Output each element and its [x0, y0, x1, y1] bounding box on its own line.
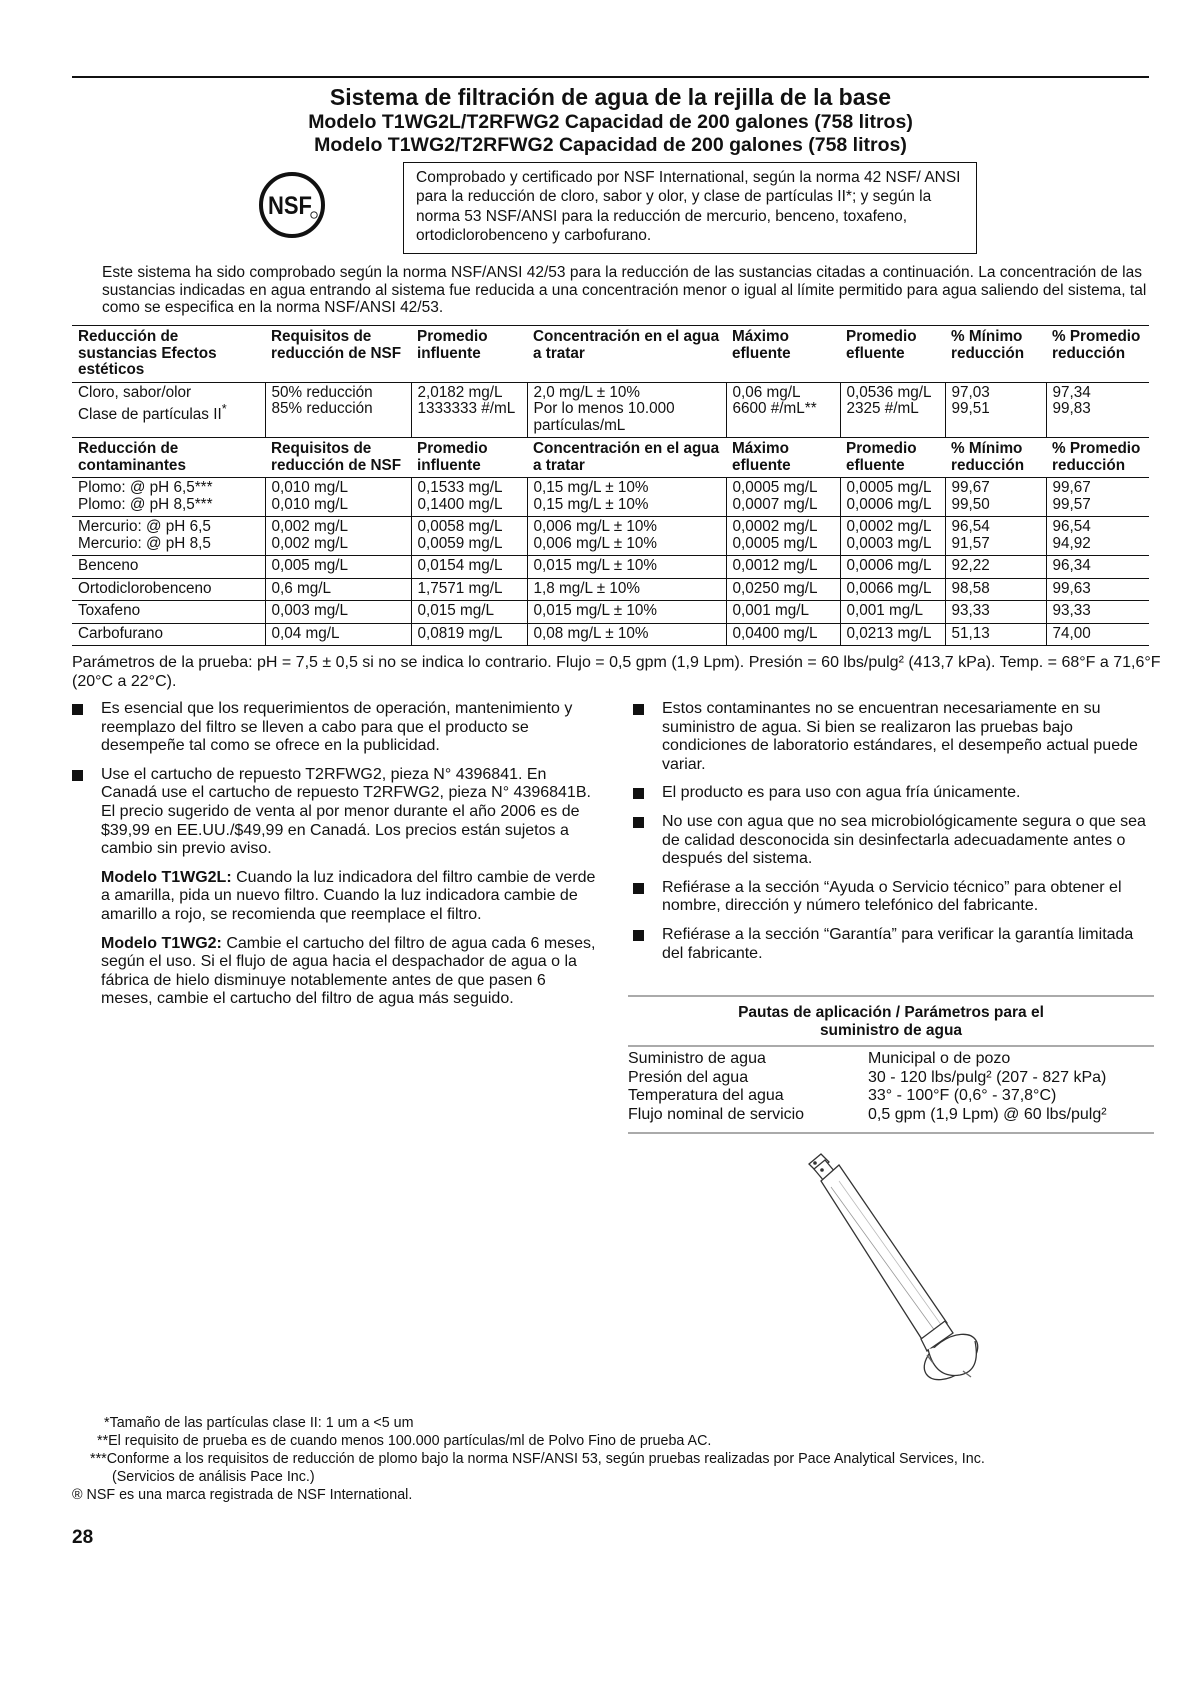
- pautas-value: 33° - 100°F (0,6° - 37,8°C): [868, 1087, 1057, 1105]
- header-cell: Máximo efluente: [726, 438, 840, 478]
- certification-box: [403, 162, 977, 254]
- list-item: Refiérase a la sección “Ayuda o Servicio técnico” para obtener el nombre, dirección y número telefónico del fabricante.: [633, 879, 1159, 916]
- table-cell: 0,1533 mg/L 0,1400 mg/L: [411, 478, 527, 517]
- table-cell: 92,22: [945, 556, 1046, 579]
- table-cell: Ortodiclorobenceno: [72, 578, 265, 601]
- table-cell: 96,54 94,92: [1046, 517, 1149, 556]
- model-line-2: Modelo T1WG2/T2RFWG2 Capacidad de 200 galones (758 litros): [314, 134, 907, 156]
- table-cell: 0,015 mg/L ± 10%: [527, 556, 726, 579]
- table-cell: Benceno: [72, 556, 265, 579]
- footnote: ® NSF es una marca registrada de NSF International.: [72, 1487, 413, 1503]
- table-row: [628, 1050, 1154, 1069]
- table-cell: 93,33: [945, 601, 1046, 624]
- list-item: Estos contaminantes no se encuentran necesariamente en su suministro de agua. Si bien se realizaron las pruebas bajo condiciones de laboratorio estándares, el desempeño actual puede variar.: [633, 700, 1159, 774]
- table-cell: 0,001 mg/L: [840, 601, 945, 624]
- table-cell: 0,0005 mg/L 0,0006 mg/L: [840, 478, 945, 517]
- top-rule: [72, 76, 1149, 78]
- header-cell: Concentración en el agua a tratar: [527, 326, 726, 383]
- pautas-label: Flujo nominal de servicio: [628, 1105, 805, 1123]
- list-item: Use el cartucho de repuesto T2RFWG2, pieza N° 4396841. En Canadá use el cartucho de repuesto T2RFWG2, pieza N° 4396841B. El precio sugerido de venta al por menor durante el año 2006 es de $39,99 en EE.UU./$49,99 en Canadá. Los precios están sujetos a cambio sin previo aviso.: [72, 766, 600, 859]
- table-cell: 0,005 mg/L: [265, 556, 411, 579]
- pautas-value: 0,5 gpm (1,9 Lpm) @ 60 lbs/pulg²: [868, 1105, 1107, 1123]
- bullet-square-icon: [72, 770, 83, 781]
- table-header-row: [72, 438, 1149, 478]
- table-cell: 97,34 99,83: [1046, 382, 1149, 438]
- table-cell: 98,58: [945, 578, 1046, 601]
- table-cell: 96,34: [1046, 556, 1149, 579]
- table-cell: 0,015 mg/L ± 10%: [527, 601, 726, 624]
- pautas-label: Presión del agua: [628, 1068, 749, 1086]
- table-cell: 0,0066 mg/L: [840, 578, 945, 601]
- header-cell: Requisitos de reducción de NSF: [265, 326, 411, 383]
- table-cell: 0,04 mg/L: [265, 623, 411, 646]
- header-cell: % Mínimo reducción: [945, 438, 1046, 478]
- bullet-square-icon: [633, 930, 644, 941]
- table-cell: 99,63: [1046, 578, 1149, 601]
- table-cell: 1,7571 mg/L: [411, 578, 527, 601]
- table-cell: 0,0819 mg/L: [411, 623, 527, 646]
- table-cell: 2,0182 mg/L 1333333 #/mL: [411, 382, 527, 438]
- table-cell: 97,03 99,51: [945, 382, 1046, 438]
- table-row: [72, 578, 1149, 601]
- table-row: [72, 382, 1149, 438]
- header-cell: % Promedio reducción: [1046, 326, 1149, 383]
- table-cell: Carbofurano: [72, 623, 265, 646]
- left-bullet-list: [72, 700, 600, 1019]
- table-row: [628, 1087, 1154, 1106]
- nsf-logo-icon: [258, 171, 326, 239]
- table-row: [72, 623, 1149, 646]
- bullet-square-icon: [633, 788, 644, 799]
- table-cell: 0,010 mg/L 0,010 mg/L: [265, 478, 411, 517]
- model-t1wg2l-paragraph: Modelo T1WG2L: Cuando la luz indicadora del filtro cambie de verde a amarilla, pida un nuevo filtro. Cuando la luz indicadora cambie de amarillo a rojo, se recomienda que reemplace el filtro.: [101, 868, 596, 923]
- table-cell: 0,001 mg/L: [726, 601, 840, 624]
- footnotes: [72, 1414, 1162, 1504]
- list-item: Es esencial que los requerimientos de operación, mantenimiento y reemplazo del filtro se lleven a cabo para que el producto se desempeñe tal como se ofrece en la publicidad.: [72, 700, 600, 756]
- table-cell: 0,015 mg/L: [411, 601, 527, 624]
- header-cell: Concentración en el agua a tratar: [527, 438, 726, 478]
- table-cell: 0,0213 mg/L: [840, 623, 945, 646]
- table-cell: 96,54 91,57: [945, 517, 1046, 556]
- header-cell: Promedio efluente: [840, 326, 945, 383]
- bullet-square-icon: [633, 817, 644, 828]
- reduction-table: [72, 325, 1149, 646]
- list-item: No use con agua que no sea microbiológicamente segura o que sea de calidad desconocida sin desinfectarla adecuadamente antes o después del sistema.: [633, 813, 1159, 869]
- table-cell: 50% reducción 85% reducción: [265, 382, 411, 438]
- filter-cartridge-illustration: [795, 1143, 995, 1403]
- model-line-1: Modelo T1WG2L/T2RFWG2 Capacidad de 200 galones (758 litros): [308, 111, 913, 133]
- table-row: [628, 1069, 1154, 1088]
- table-cell: 99,67 99,50: [945, 478, 1046, 517]
- table-row: [628, 1106, 1154, 1125]
- nsf-logo-text: NSF: [268, 192, 312, 220]
- bullet-square-icon: [633, 704, 644, 715]
- table-cell: 0,0012 mg/L: [726, 556, 840, 579]
- table-cell: 0,0002 mg/L 0,0005 mg/L: [726, 517, 840, 556]
- table-cell: 0,003 mg/L: [265, 601, 411, 624]
- bullet-square-icon: [633, 883, 644, 894]
- test-parameters: Parámetros de la prueba: pH = 7,5 ± 0,5 si no se indica lo contrario. Flujo = 0,5 gpm (1,9 Lpm). Presión = 60 lbs/pulg² (413,7 kPa). Temp. = 68°F a 71,6°F (20°C a 22°C).: [72, 654, 1161, 690]
- table-cell: 0,0058 mg/L 0,0059 mg/L: [411, 517, 527, 556]
- table-cell: 51,13: [945, 623, 1046, 646]
- right-bullet-list: [633, 700, 1159, 973]
- table-row: [72, 478, 1149, 517]
- table-cell: 0,0005 mg/L 0,0007 mg/L: [726, 478, 840, 517]
- table-cell: 0,002 mg/L 0,002 mg/L: [265, 517, 411, 556]
- header-cell: Máximo efluente: [726, 326, 840, 383]
- table-cell: 0,0006 mg/L: [840, 556, 945, 579]
- table-cell: 0,6 mg/L: [265, 578, 411, 601]
- list-item: Refiérase a la sección “Garantía” para verificar la garantía limitada del fabricante.: [633, 926, 1159, 963]
- header-cell: Requisitos de reducción de NSF: [265, 438, 411, 478]
- table-cell: 0,0400 mg/L: [726, 623, 840, 646]
- intro-paragraph: Este sistema ha sido comprobado según la norma NSF/ANSI 42/53 para la reducción de las sustancias citadas a continuación. La concentración de las sustancias indicadas en agua entrando al sistema fue reducida a una concentración menor o igual al límite permitido para agua saliendo del sistema, tal como se especifica en la norma NSF/ANSI 42/53.: [102, 264, 1147, 316]
- table-cell: 0,006 mg/L ± 10% 0,006 mg/L ± 10%: [527, 517, 726, 556]
- table-cell: 0,0002 mg/L 0,0003 mg/L: [840, 517, 945, 556]
- table-cell: Cloro, sabor/olor Clase de partículas II*: [72, 382, 265, 438]
- table-cell: Toxafeno: [72, 601, 265, 624]
- header-cell: Promedio influente: [411, 438, 527, 478]
- page-number: 28: [72, 1527, 94, 1548]
- footnote: (Servicios de análisis Pace Inc.): [112, 1469, 315, 1485]
- pautas-divider: [628, 1045, 1154, 1047]
- header-cell: % Promedio reducción: [1046, 438, 1149, 478]
- page-title: Sistema de filtración de agua de la rejilla de la base: [329, 84, 892, 110]
- footnote: ***Conforme a los requisitos de reducción de plomo bajo la norma NSF/ANSI 53, según pruebas realizadas por Pace Analytical Services, Inc.: [90, 1451, 985, 1467]
- bullet-square-icon: [72, 704, 83, 715]
- pautas-value: Municipal o de pozo: [868, 1050, 1011, 1067]
- table-cell: 0,0536 mg/L 2325 #/mL: [840, 382, 945, 438]
- table-cell: 0,0250 mg/L: [726, 578, 840, 601]
- table-cell: 0,08 mg/L ± 10%: [527, 623, 726, 646]
- header-cell: Reducción de sustancias Efectos estéticos: [72, 326, 265, 383]
- table-cell: 93,33: [1046, 601, 1149, 624]
- table-cell: 99,67 99,57: [1046, 478, 1149, 517]
- pautas-title: Pautas de aplicación / Parámetros para el suministro de agua: [628, 995, 1154, 1040]
- header-cell: Promedio efluente: [840, 438, 945, 478]
- header-cell: Promedio influente: [411, 326, 527, 383]
- pautas-label: Suministro de agua: [628, 1050, 766, 1067]
- pautas-label: Temperatura del agua: [628, 1087, 784, 1105]
- footnote: **El requisito de prueba es de cuando menos 100.000 partículas/ml de Polvo Fino de prueba AC.: [97, 1433, 712, 1449]
- list-item: El producto es para uso con agua fría únicamente.: [633, 784, 1159, 803]
- table-header-row: [72, 326, 1149, 383]
- certification-text: Comprobado y certificado por NSF International, según la norma 42 NSF/ ANSI para la reducción de cloro, sabor y olor, y clase de partículas II*; y según la norma 53 NSF/ANSI para la reducción de mercurio, benceno, toxafeno, ortodiclorobenceno y carbofurano.: [416, 169, 961, 244]
- table-row: [72, 517, 1149, 556]
- page-header: [72, 84, 1149, 157]
- pautas-value: 30 - 120 lbs/pulg² (207 - 827 kPa): [868, 1068, 1107, 1086]
- table-cell: 0,0154 mg/L: [411, 556, 527, 579]
- model-t1wg2-paragraph: Modelo T1WG2: Cambie el cartucho del filtro de agua cada 6 meses, según el uso. Si el flujo de agua hacia el despachador de agua o la fábrica de hielo disminuye notablemente antes de que pasen 6 meses, cambie el cartucho del filtro de agua más seguido.: [101, 934, 596, 1008]
- table-cell: Plomo: @ pH 6,5*** Plomo: @ pH 8,5***: [72, 478, 265, 517]
- table-cell: Mercurio: @ pH 6,5 Mercurio: @ pH 8,5: [72, 517, 265, 556]
- table-row: [72, 556, 1149, 579]
- header-cell: % Mínimo reducción: [945, 326, 1046, 383]
- table-cell: 74,00: [1046, 623, 1149, 646]
- table-cell: 1,8 mg/L ± 10%: [527, 578, 726, 601]
- footnote: *Tamaño de las partículas clase II: 1 um a <5 um: [104, 1415, 414, 1431]
- table-row: [72, 601, 1149, 624]
- table-cell: 2,0 mg/L ± 10% Por lo menos 10.000 partículas/mL: [527, 382, 726, 438]
- pautas-table: [628, 1050, 1154, 1124]
- pautas-bottom-rule: [628, 1132, 1154, 1134]
- table-cell: 0,06 mg/L 6600 #/mL**: [726, 382, 840, 438]
- table-cell: 0,15 mg/L ± 10% 0,15 mg/L ± 10%: [527, 478, 726, 517]
- header-cell: Reducción de contaminantes: [72, 438, 265, 478]
